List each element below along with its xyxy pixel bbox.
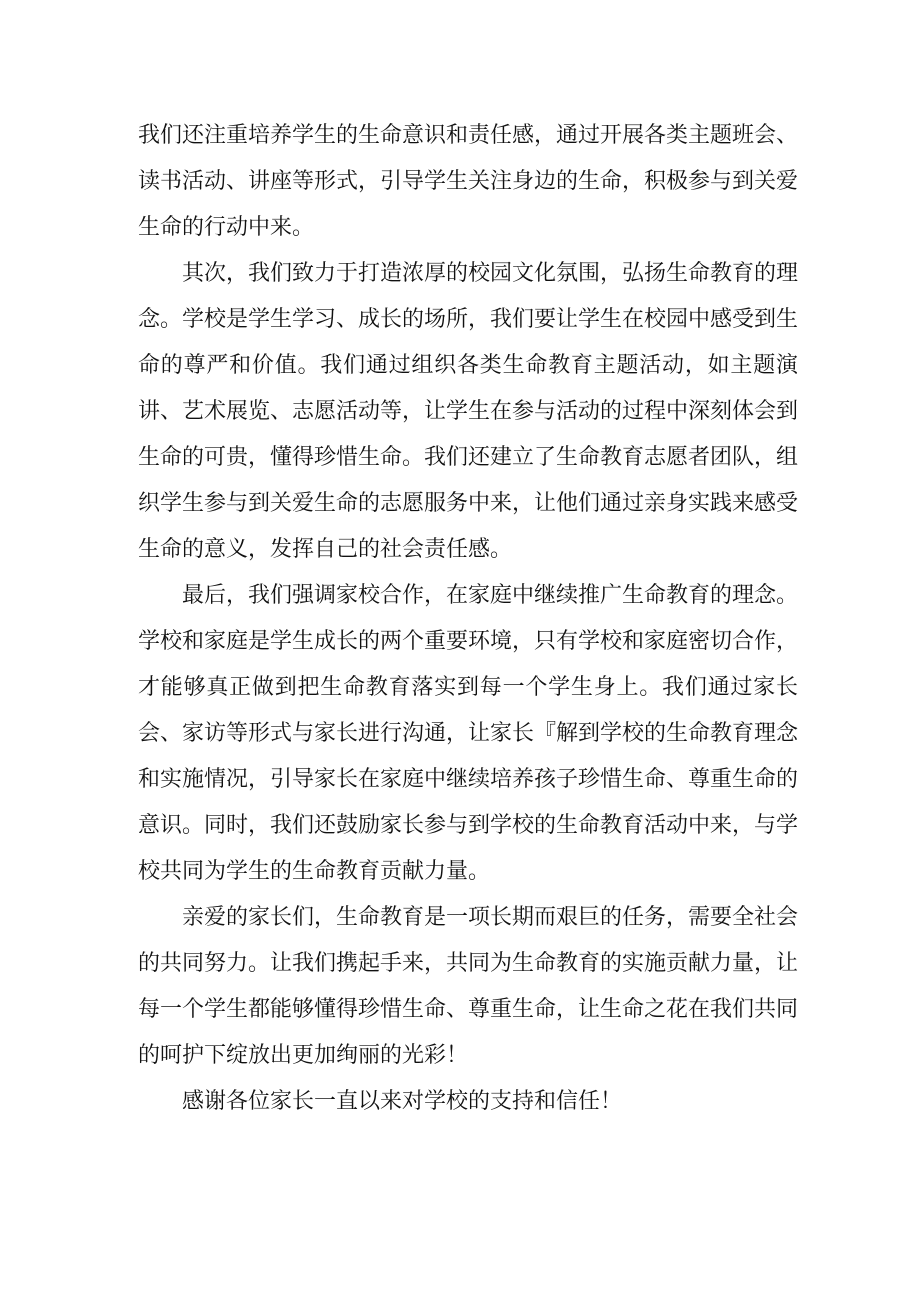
paragraph-2: 其次，我们致力于打造浓厚的校园文化氛围，弘扬生命教育的理念。学校是学生学习、成长的场所，我们要让学生在校园中感受到生命的尊严和价值。我们通过组织各类生命教育主题活动，如主题演讲、艺术展览、志愿活动等，让学生在参与活动的过程中深刻体会到生命的可贵，懂得珍惜生命。我们还建立了生命教育志愿者团队，组织学生参与到关爱生命的志愿服务中来，让他们通过亲身实践来感受生命的意义，发挥自己的社会责任感。 <box>138 261 799 562</box>
paragraph-4: 亲爱的家长们，生命教育是一项长期而艰巨的任务，需要全社会的共同努力。让我们携起手来，共同为生命教育的实施贡献力量，让每一个学生都能够懂得珍惜生命、尊重生命，让生命之花在我们共同的呵护下绽放出更加绚丽的光彩！ <box>138 905 799 1068</box>
paragraph-1: 我们还注重培养学生的生命意识和责任感，通过开展各类主题班会、读书活动、讲座等形式，引导学生关注身边的生命，积极参与到关爱生命的行动中来。 <box>138 123 799 240</box>
paragraph-3: 最后，我们强调家校合作，在家庭中继续推广生命教育的理念。学校和家庭是学生成长的两个重要环境，只有学校和家庭密切合作，才能够真正做到把生命教育落实到每一个学生身上。我们通过家长会、家访等形式与家长进行沟通，让家长『解到学校的生命教育理念和实施情况，引导家长在家庭中继续培养孩子珍惜生命、尊重生命的意识。同时，我们还鼓励家长参与到学校的生命教育活动中来，与学校共同为学生的生命教育贡献力量。 <box>138 583 799 884</box>
document-body <box>138 113 798 1125</box>
paragraph-5: 感谢各位家长一直以来对学校的支持和信任！ <box>182 1089 623 1114</box>
